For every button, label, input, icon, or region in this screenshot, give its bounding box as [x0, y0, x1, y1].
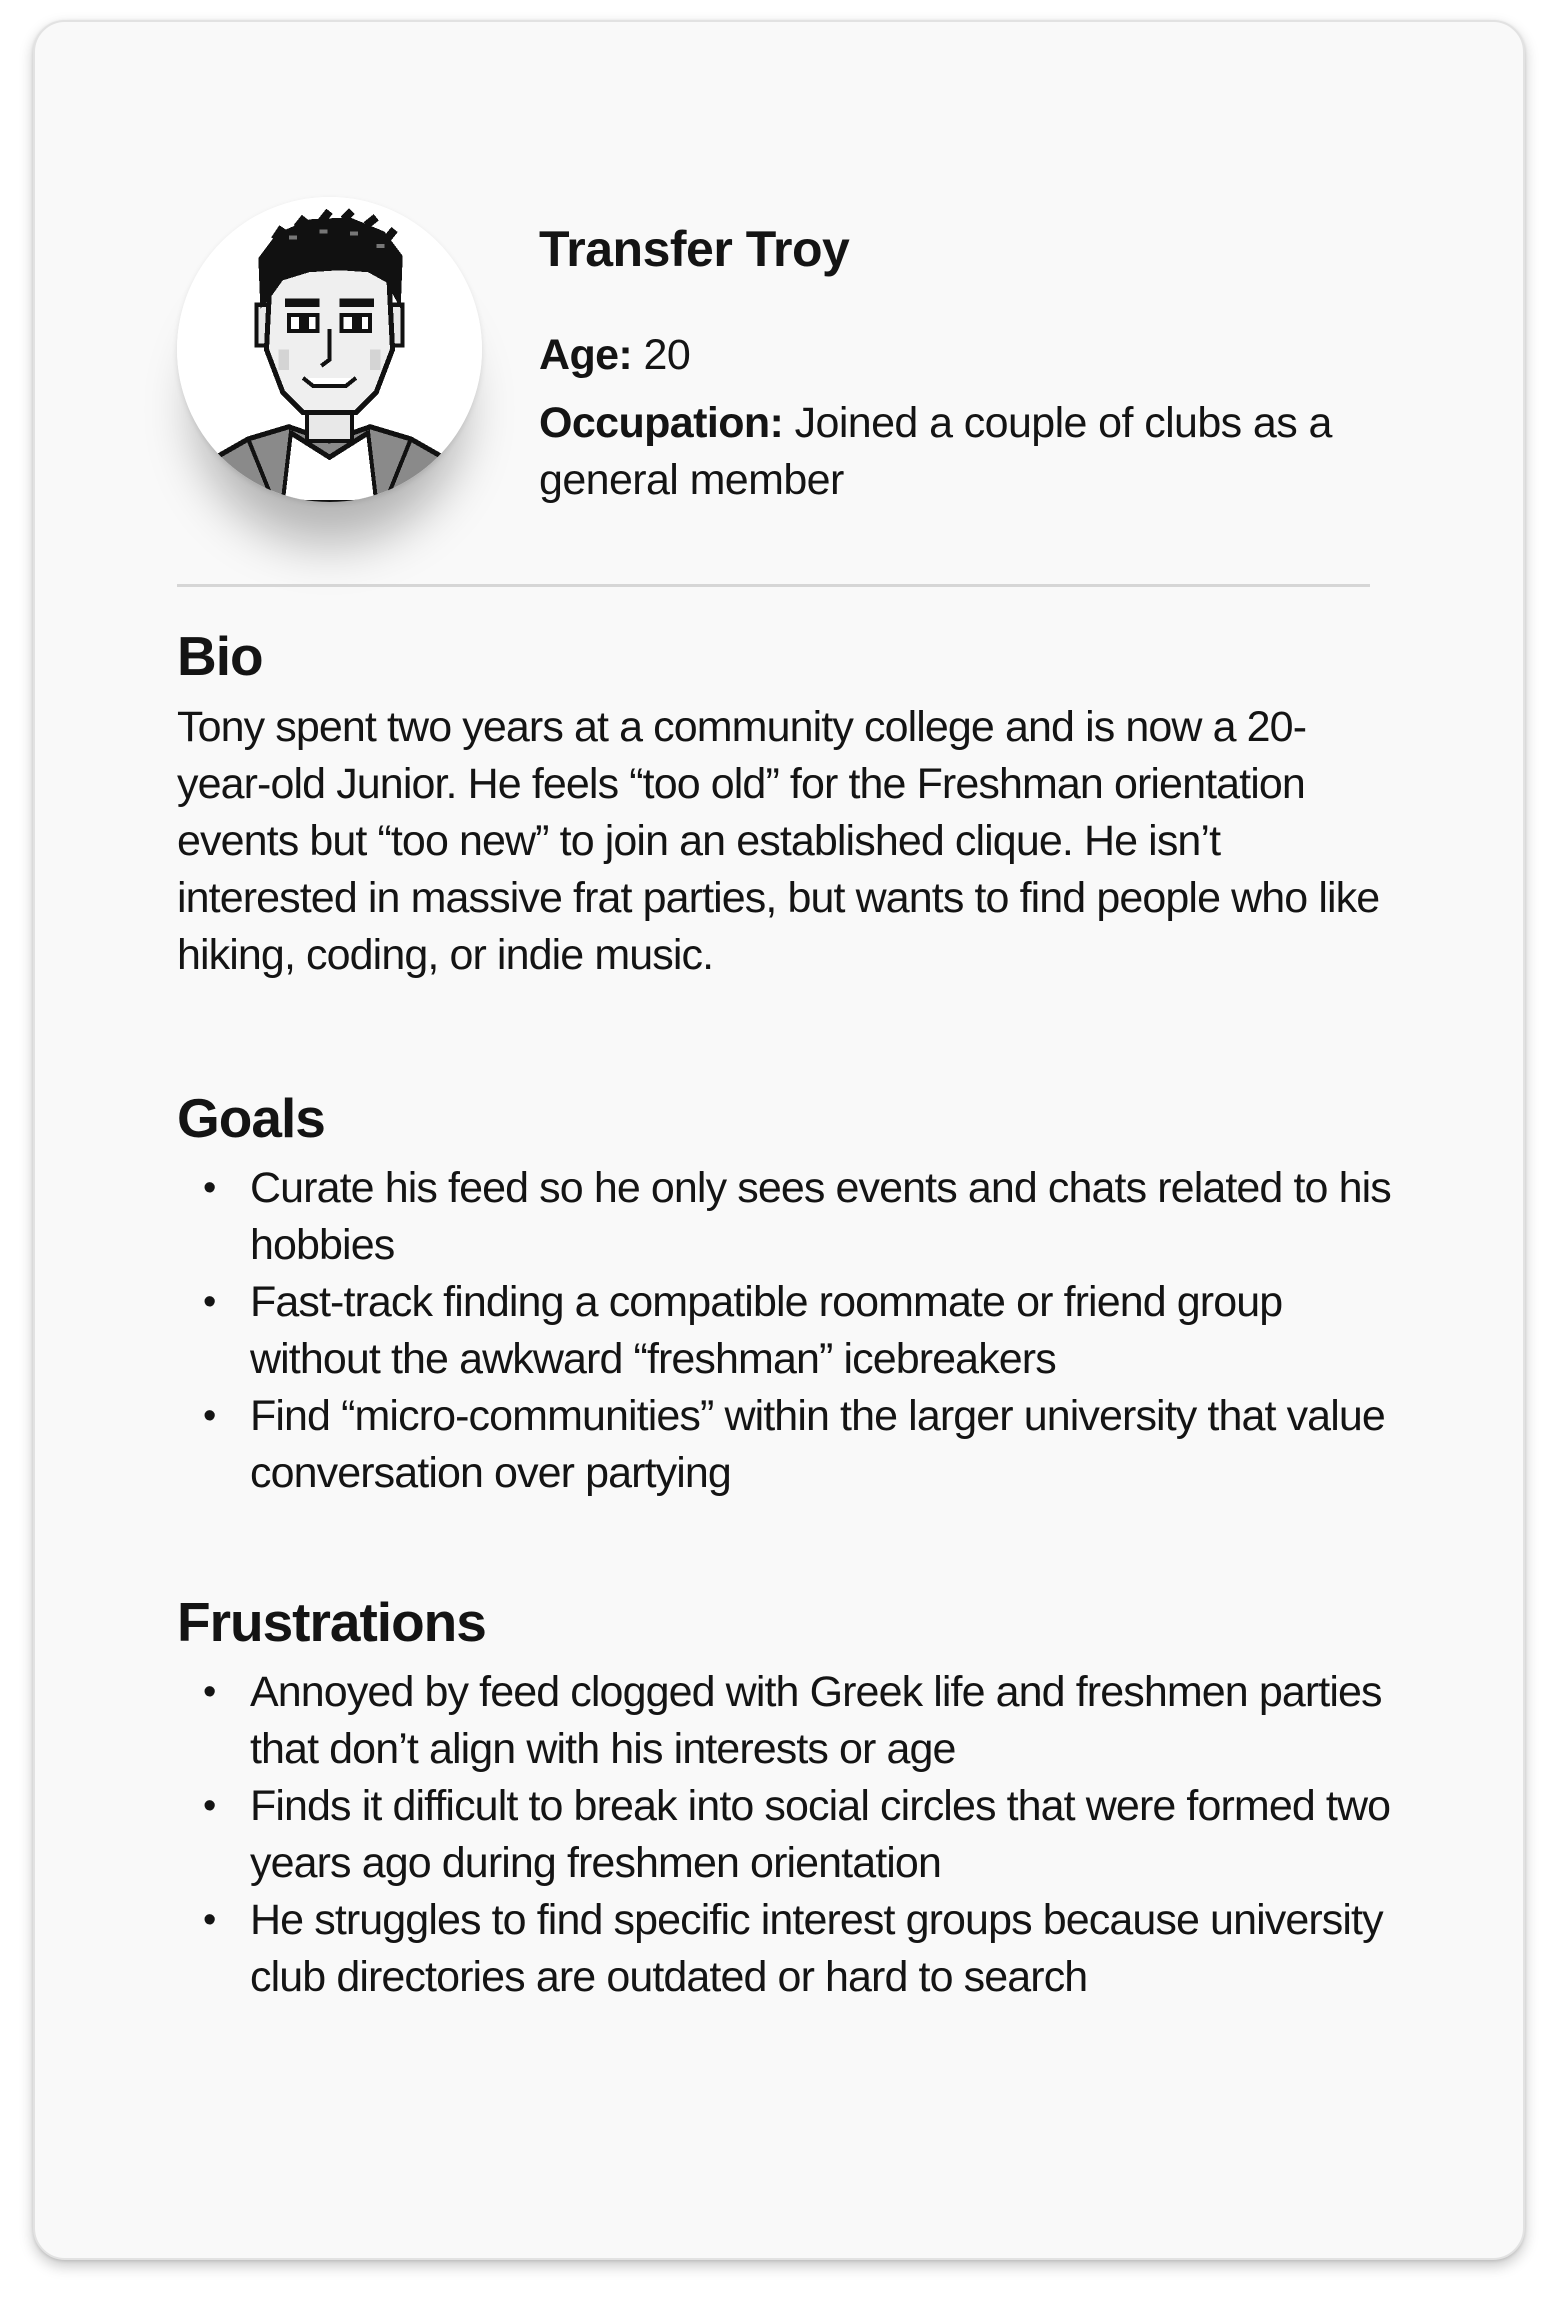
goal-text: Find “micro-communities” within the larger university that value conversation over partying [250, 1392, 1385, 1497]
persona-card [33, 20, 1525, 2260]
bullet-icon: • [203, 1671, 216, 1713]
frustration-item [177, 1778, 1397, 1892]
bullet-icon: • [203, 1899, 216, 1941]
frustration-text: He struggles to find specific interest groups because university club directories are outdated or hard to search [250, 1896, 1383, 2001]
bio-heading: Bio [177, 625, 263, 687]
bullet-icon: • [203, 1395, 216, 1437]
frustration-item [177, 1664, 1397, 1778]
goals-heading: Goals [177, 1087, 325, 1149]
age-line [539, 327, 1399, 384]
age-value: 20 [643, 331, 691, 379]
goal-item [177, 1388, 1397, 1502]
pixel-art-portrait-icon [177, 197, 482, 502]
goal-item [177, 1274, 1397, 1388]
goals-list [177, 1160, 1397, 1502]
occupation-value: Joined a couple of clubs as a general member [539, 399, 1332, 504]
frustrations-heading: Frustrations [177, 1591, 486, 1653]
bullet-icon: • [203, 1167, 216, 1209]
goal-text: Fast-track finding a compatible roommate or friend group without the awkward “freshman” icebreakers [250, 1278, 1283, 1383]
frustration-item [177, 1892, 1397, 2006]
frustration-text: Finds it difficult to break into social circles that were formed two years ago during freshmen orientation [250, 1782, 1391, 1887]
goal-item [177, 1160, 1397, 1274]
occupation-label: Occupation: [539, 399, 784, 447]
header-divider [177, 584, 1370, 587]
frustrations-list [177, 1664, 1397, 2006]
frustration-text: Annoyed by feed clogged with Greek life and freshmen parties that don’t align with his interests or age [250, 1668, 1382, 1773]
occupation-line [539, 395, 1399, 509]
bullet-icon: • [203, 1785, 216, 1827]
avatar [177, 197, 482, 502]
bio-text: Tony spent two years at a community college and is now a 20-year-old Junior. He feels “too old” for the Freshman orientation events but “too new” to join an established clique. He isn’t interested in massive frat parties, but wants to find people who like hiking, coding, or indie music. [177, 703, 1380, 979]
persona-name: Transfer Troy [539, 221, 850, 277]
bullet-icon: • [203, 1281, 216, 1323]
goal-text: Curate his feed so he only sees events and chats related to his hobbies [250, 1164, 1391, 1269]
age-label: Age: [539, 331, 633, 379]
